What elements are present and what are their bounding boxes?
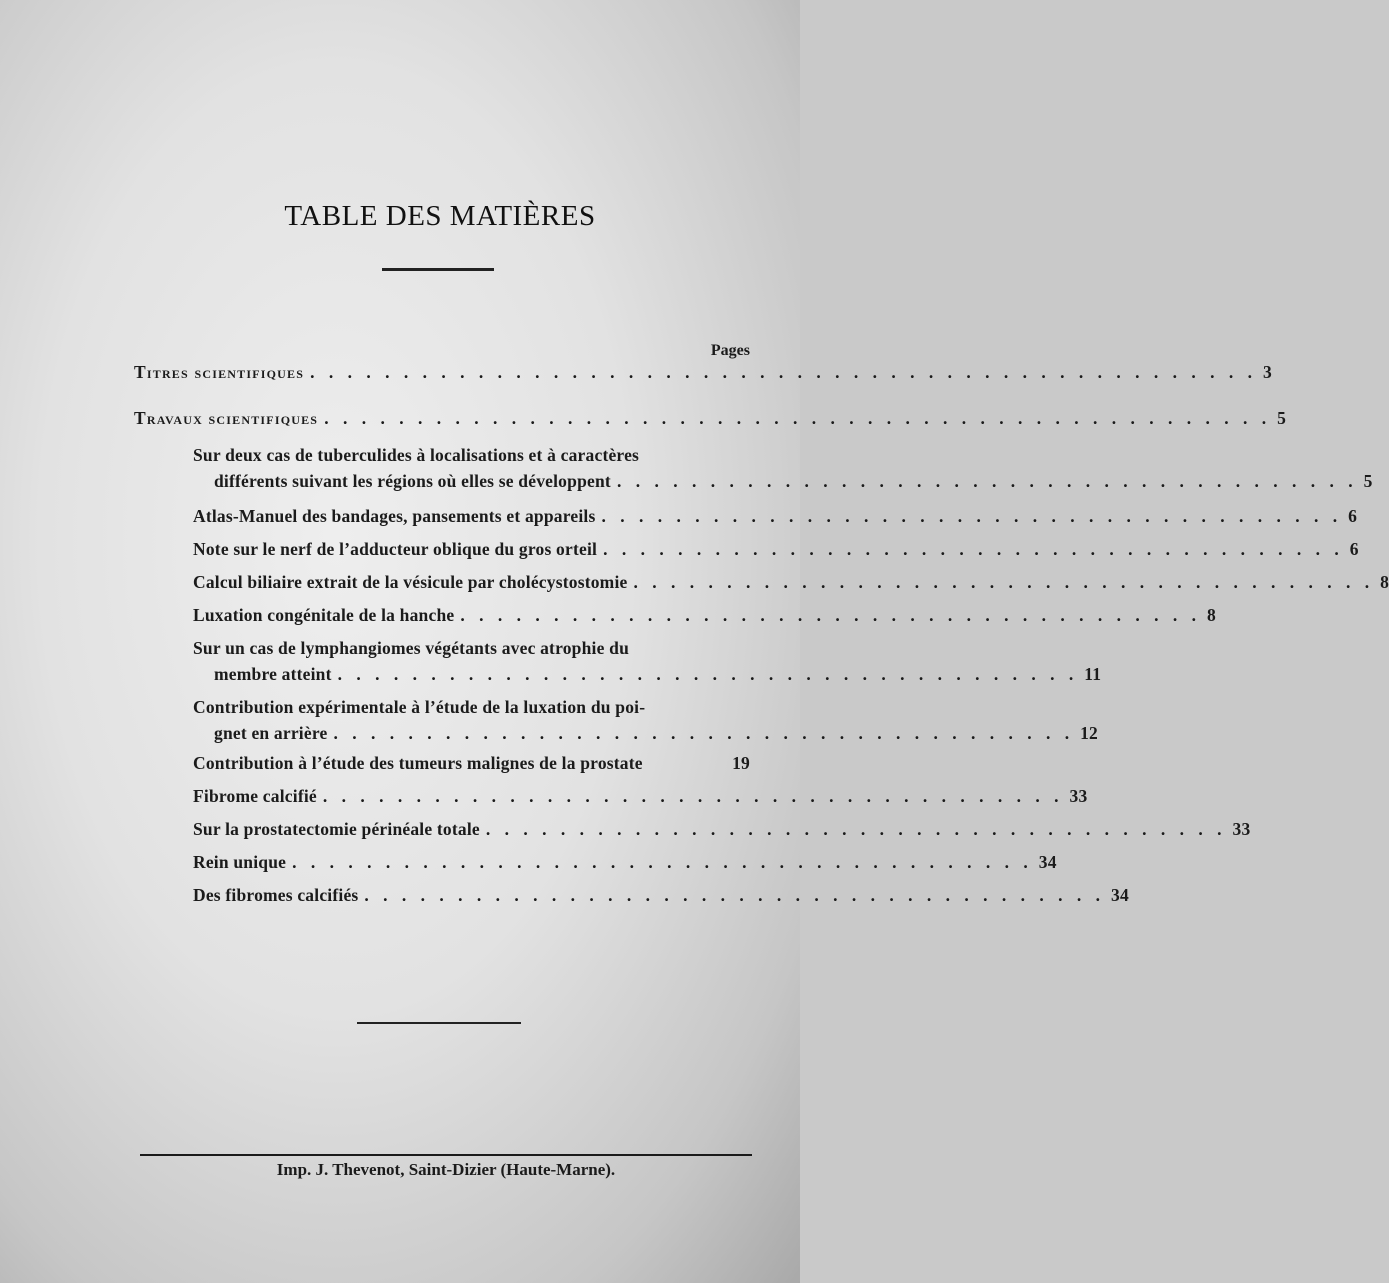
entry-line1: Sur deux cas de tuberculides à localisations et à caractères (193, 445, 640, 465)
page-number: 19 (732, 753, 750, 773)
section-label: Titres scientifiques (134, 362, 305, 382)
footer-rule (140, 1154, 752, 1156)
entry-label: Rein unique (193, 852, 287, 872)
closing-rule (357, 1022, 521, 1024)
page-number: 6 (1349, 539, 1359, 559)
section-row-titres (134, 362, 1272, 383)
toc-entry (193, 885, 1129, 906)
page-number: 33 (1069, 786, 1088, 806)
page-title: TABLE DES MATIÈRES (284, 200, 596, 232)
toc-entry (214, 664, 1102, 685)
toc-entry (214, 471, 1373, 492)
entry-label: Note sur le nerf de l’adducteur oblique du gros orteil (193, 539, 598, 559)
entry-label: Contribution à l’étude des tumeurs malignes de la prostate (193, 753, 643, 773)
entry-line1: Contribution expérimentale à l’étude de la luxation du poi- (193, 697, 646, 717)
toc-entry (214, 723, 1098, 744)
entry-label: Sur la prostatectomie périnéale totale (193, 819, 480, 839)
dot-leader: . . . . . . . . . . . . . . . . . . . . . . . . . . . . . . . . . . . . . . . . (292, 852, 1033, 872)
page-number: 5 (1277, 408, 1287, 428)
dot-leader: . . . . . . . . . . . . . . . . . . . . . . . . . . . . . . . . . . . . . . . . (601, 506, 1343, 526)
dot-leader: . . . . . . . . . . . . . . . . . . . . . . . . . . . . . . . . . . . . . . . . (485, 819, 1227, 839)
page-number: 34 (1038, 852, 1057, 872)
section-label: Travaux scientifiques (134, 408, 319, 428)
page-number: 3 (1262, 362, 1272, 382)
dot-leader: . . . . . . . . . . . . . . . . . . . . . . . . . . . . . . . . . . . . . . . . (633, 572, 1375, 592)
dot-leader: . . . . . . . . . . . . . . . . . . . . . . . . . . . . . . . . . . . . . . . . (337, 664, 1079, 684)
page-number: 6 (1348, 506, 1358, 526)
entry-label: différents suivant les régions où elles se développent (214, 471, 611, 491)
page-number: 12 (1080, 723, 1098, 743)
page-number: 34 (1111, 885, 1129, 905)
entry-label: Fibrome calcifié (193, 786, 317, 806)
toc-entry (193, 786, 1088, 807)
toc-entry (193, 852, 1057, 873)
toc-entry (193, 506, 1358, 527)
dot-leader: . . . . . . . . . . . . . . . . . . . . . . . . . . . . . . . . . . . . . . . . . . . . . . . . . . . (324, 408, 1272, 428)
dot-leader: . . . . . . . . . . . . . . . . . . . . . . . . . . . . . . . . . . . . . . . . (364, 885, 1106, 905)
entry-label: Luxation congénitale de la hanche (193, 605, 455, 625)
dot-leader: . . . . . . . . . . . . . . . . . . . . . . . . . . . . . . . . . . . . . . . . (460, 605, 1201, 625)
title-rule (382, 268, 494, 271)
page-number: 8 (1380, 572, 1389, 592)
section-row-travaux (134, 408, 1287, 429)
dot-leader: . . . . . . . . . . . . . . . . . . . . . . . . . . . . . . . . . . . . . . . . (603, 539, 1344, 559)
toc-entry (193, 753, 750, 774)
page-number: 5 (1363, 471, 1373, 491)
entry-line1: Sur un cas de lymphangiomes végétants avec atrophie du (193, 638, 630, 658)
dot-leader: . . . . . . . . . . . . . . . . . . . . . . . . . . . . . . . . . . . . . . . . (616, 471, 1358, 491)
page-number: 33 (1232, 819, 1251, 839)
dot-leader: . . . . . . . . . . . . . . . . . . . . . . . . . . . . . . . . . . . . . . . . (333, 723, 1075, 743)
toc-entry (193, 819, 1251, 840)
entry-label: membre atteint (214, 664, 332, 684)
entry-label: Des fibromes calcifiés (193, 885, 359, 905)
printer-imprint: Imp. J. Thevenot, Saint-Dizier (Haute-Marne). (276, 1160, 616, 1179)
dot-leader: . . . . . . . . . . . . . . . . . . . . . . . . . . . . . . . . . . . . . . . . . . . . . . . . . . . (310, 362, 1257, 382)
page-number: 11 (1084, 664, 1102, 684)
page-number: 8 (1206, 605, 1216, 625)
dot-leader: . . . . . . . . . . . . . . . . . . . . . . . . . . . . . . . . . . . . . . . . (322, 786, 1064, 806)
toc-entry (193, 572, 1389, 593)
toc-entry (193, 539, 1359, 560)
entry-label: Calcul biliaire extrait de la vésicule par cholécystostomie (193, 572, 628, 592)
entry-label: gnet en arrière (214, 723, 328, 743)
entry-label: Atlas-Manuel des bandages, pansements et appareils (193, 506, 596, 526)
toc-entry (193, 605, 1216, 626)
pages-column-header: Pages (710, 342, 750, 359)
